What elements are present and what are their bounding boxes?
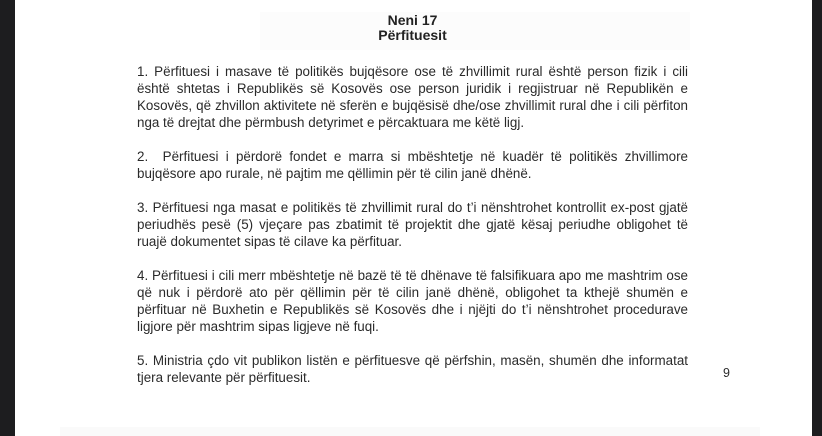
paragraph-2: 2. Përfituesi i përdorë fondet e marra si mbështetje në kuadër të politikës zhvillimore bujqësore apo rurale, në pajtim me qëllimin për të cilin janë dhënë. xyxy=(137,149,688,181)
page-number: 9 xyxy=(723,366,730,380)
left-edge-bar xyxy=(0,0,15,436)
paragraph-3: 3. Përfituesi nga masat e politikës të zhvillimit rural do t’i nënshtrohet kontrollit ex-post gjatë periudhës pesë (5) vjeçare pas zbatimit të projektit dhe gjatë kësaj periudhe obligohet të ruajë dokumentet sipas të cilave ka përfituar. xyxy=(137,200,688,249)
article-title xyxy=(137,13,688,43)
article-number: Neni 17 xyxy=(387,12,438,28)
scan-artifact-bottom xyxy=(60,427,760,436)
article-name: Përfituesit xyxy=(378,27,447,43)
paragraph-4: 4. Përfituesi i cili merr mbështetje në bazë të të dhënave të falsifikuara apo me mashtrim ose që nuk i përdorë ato për qëllimin për të cilin janë dhënë, obligohet ta kthejë shumën e përfituar në Buxhetin e Republikës së Kosovës dhe i njëjti do t’i nënshtrohet procedurave ligjore për mashtrim sipas ligjeve në fuqi. xyxy=(137,268,688,334)
right-edge-bar xyxy=(812,0,822,436)
paragraph-5: 5. Ministria çdo vit publikon listën e përfituesve që përfshin, masën, shumën dhe informatat tjera relevante për përfituesit. xyxy=(137,353,688,385)
article-content xyxy=(137,13,688,403)
paragraph-1: 1. Përfituesi i masave të politikës bujqësore ose të zhvillimit rural është person fizik i cili është shtetas i Republikës së Kosovës ose person juridik i regjistruar në Republikën e Kosovës, që zhvillon aktivitete në sferën e bujqësisë dhe/ose zhvillimit rural dhe i cili përfiton nga të drejtat dhe përmbush detyrimet e përcaktuara me këtë ligj. xyxy=(137,64,688,130)
